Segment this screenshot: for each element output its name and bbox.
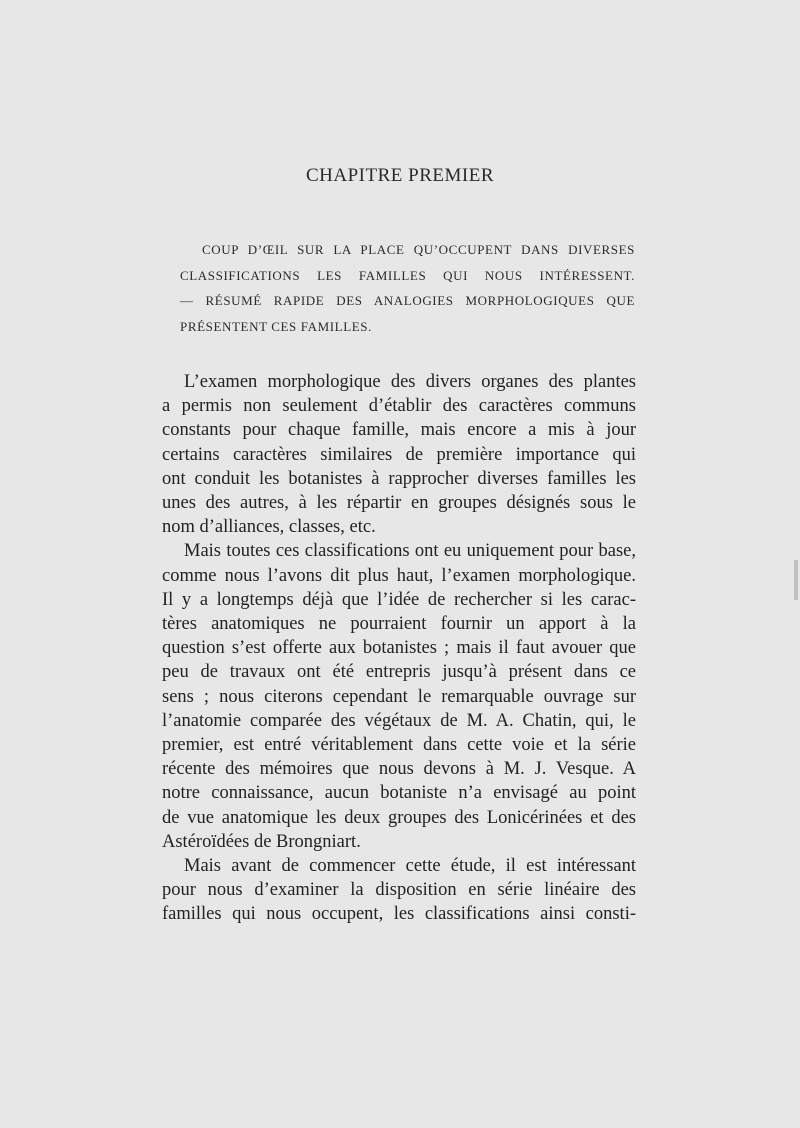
chapter-summary bbox=[180, 237, 635, 339]
paragraph-line: peu de travaux ont été entrepris jusqu’à présent dans ce bbox=[162, 662, 636, 683]
chapter-title: CHAPITRE PREMIER bbox=[306, 165, 494, 186]
paragraph-line: Astéroïdées de Brongniart. bbox=[162, 831, 361, 852]
paragraph-line: Mais avant de commencer cette étude, il est intéressant bbox=[184, 856, 636, 877]
paragraph-line: tères anatomiques ne pourraient fournir un apport à la bbox=[162, 614, 636, 635]
paragraph-line: L’examen morphologique des divers organes des plantes bbox=[184, 372, 636, 392]
paragraph-line: Mais toutes ces classifications ont eu uniquement pour base, bbox=[184, 541, 636, 562]
paragraph-line: de vue anatomique les deux groupes des Lonicérinées et des bbox=[162, 807, 636, 828]
paragraph-line: constants pour chaque famille, mais encore a mis à jour bbox=[162, 420, 636, 441]
summary-line: CLASSIFICATIONS LES FAMILLES QUI NOUS INTÉRESSENT. bbox=[180, 267, 635, 283]
paragraph-line: unes des autres, à les répartir en groupes désignés sous le bbox=[162, 493, 636, 514]
body-text bbox=[162, 370, 636, 927]
paragraph-line: pour nous d’examiner la disposition en série linéaire des bbox=[162, 880, 636, 901]
summary-line: COUP D’ŒIL SUR LA PLACE QU’OCCUPENT DANS DIVERSES bbox=[202, 242, 635, 257]
paragraph-line: notre connaissance, aucun botaniste n’a envisagé au point bbox=[162, 783, 636, 804]
paragraph-line: question s’est offerte aux botanistes ; mais il faut avouer que bbox=[162, 638, 636, 659]
paragraph-line: a permis non seulement d’établir des caractères communs bbox=[162, 396, 636, 417]
page-edge-shadow bbox=[794, 560, 798, 600]
paragraph-line: ont conduit les botanistes à rapprocher diverses familles les bbox=[162, 468, 636, 489]
paragraph-line: familles qui nous occupent, les classifications ainsi consti- bbox=[162, 904, 636, 925]
summary-line: PRÉSENTENT CES FAMILLES. bbox=[180, 318, 372, 334]
paragraph-line: l’anatomie comparée des végétaux de M. A. Chatin, qui, le bbox=[162, 710, 636, 731]
paragraph-line: nom d’alliances, classes, etc. bbox=[162, 517, 376, 538]
paragraph-line: Il y a longtemps déjà que l’idée de rechercher si les carac- bbox=[162, 589, 636, 610]
paragraph-line: comme nous l’avons dit plus haut, l’examen morphologique. bbox=[162, 565, 636, 586]
paragraph-line: premier, est entré véritablement dans cette voie et la série bbox=[162, 735, 636, 756]
paragraph-line: sens ; nous citerons cependant le remarquable ouvrage sur bbox=[162, 686, 636, 707]
paragraph-line: certains caractères similaires de première importance qui bbox=[162, 444, 636, 465]
summary-line: — RÉSUMÉ RAPIDE DES ANALOGIES MORPHOLOGIQUES QUE bbox=[180, 293, 635, 308]
paragraph-line: récente des mémoires que nous devons à M. J. Vesque. A bbox=[162, 759, 636, 780]
